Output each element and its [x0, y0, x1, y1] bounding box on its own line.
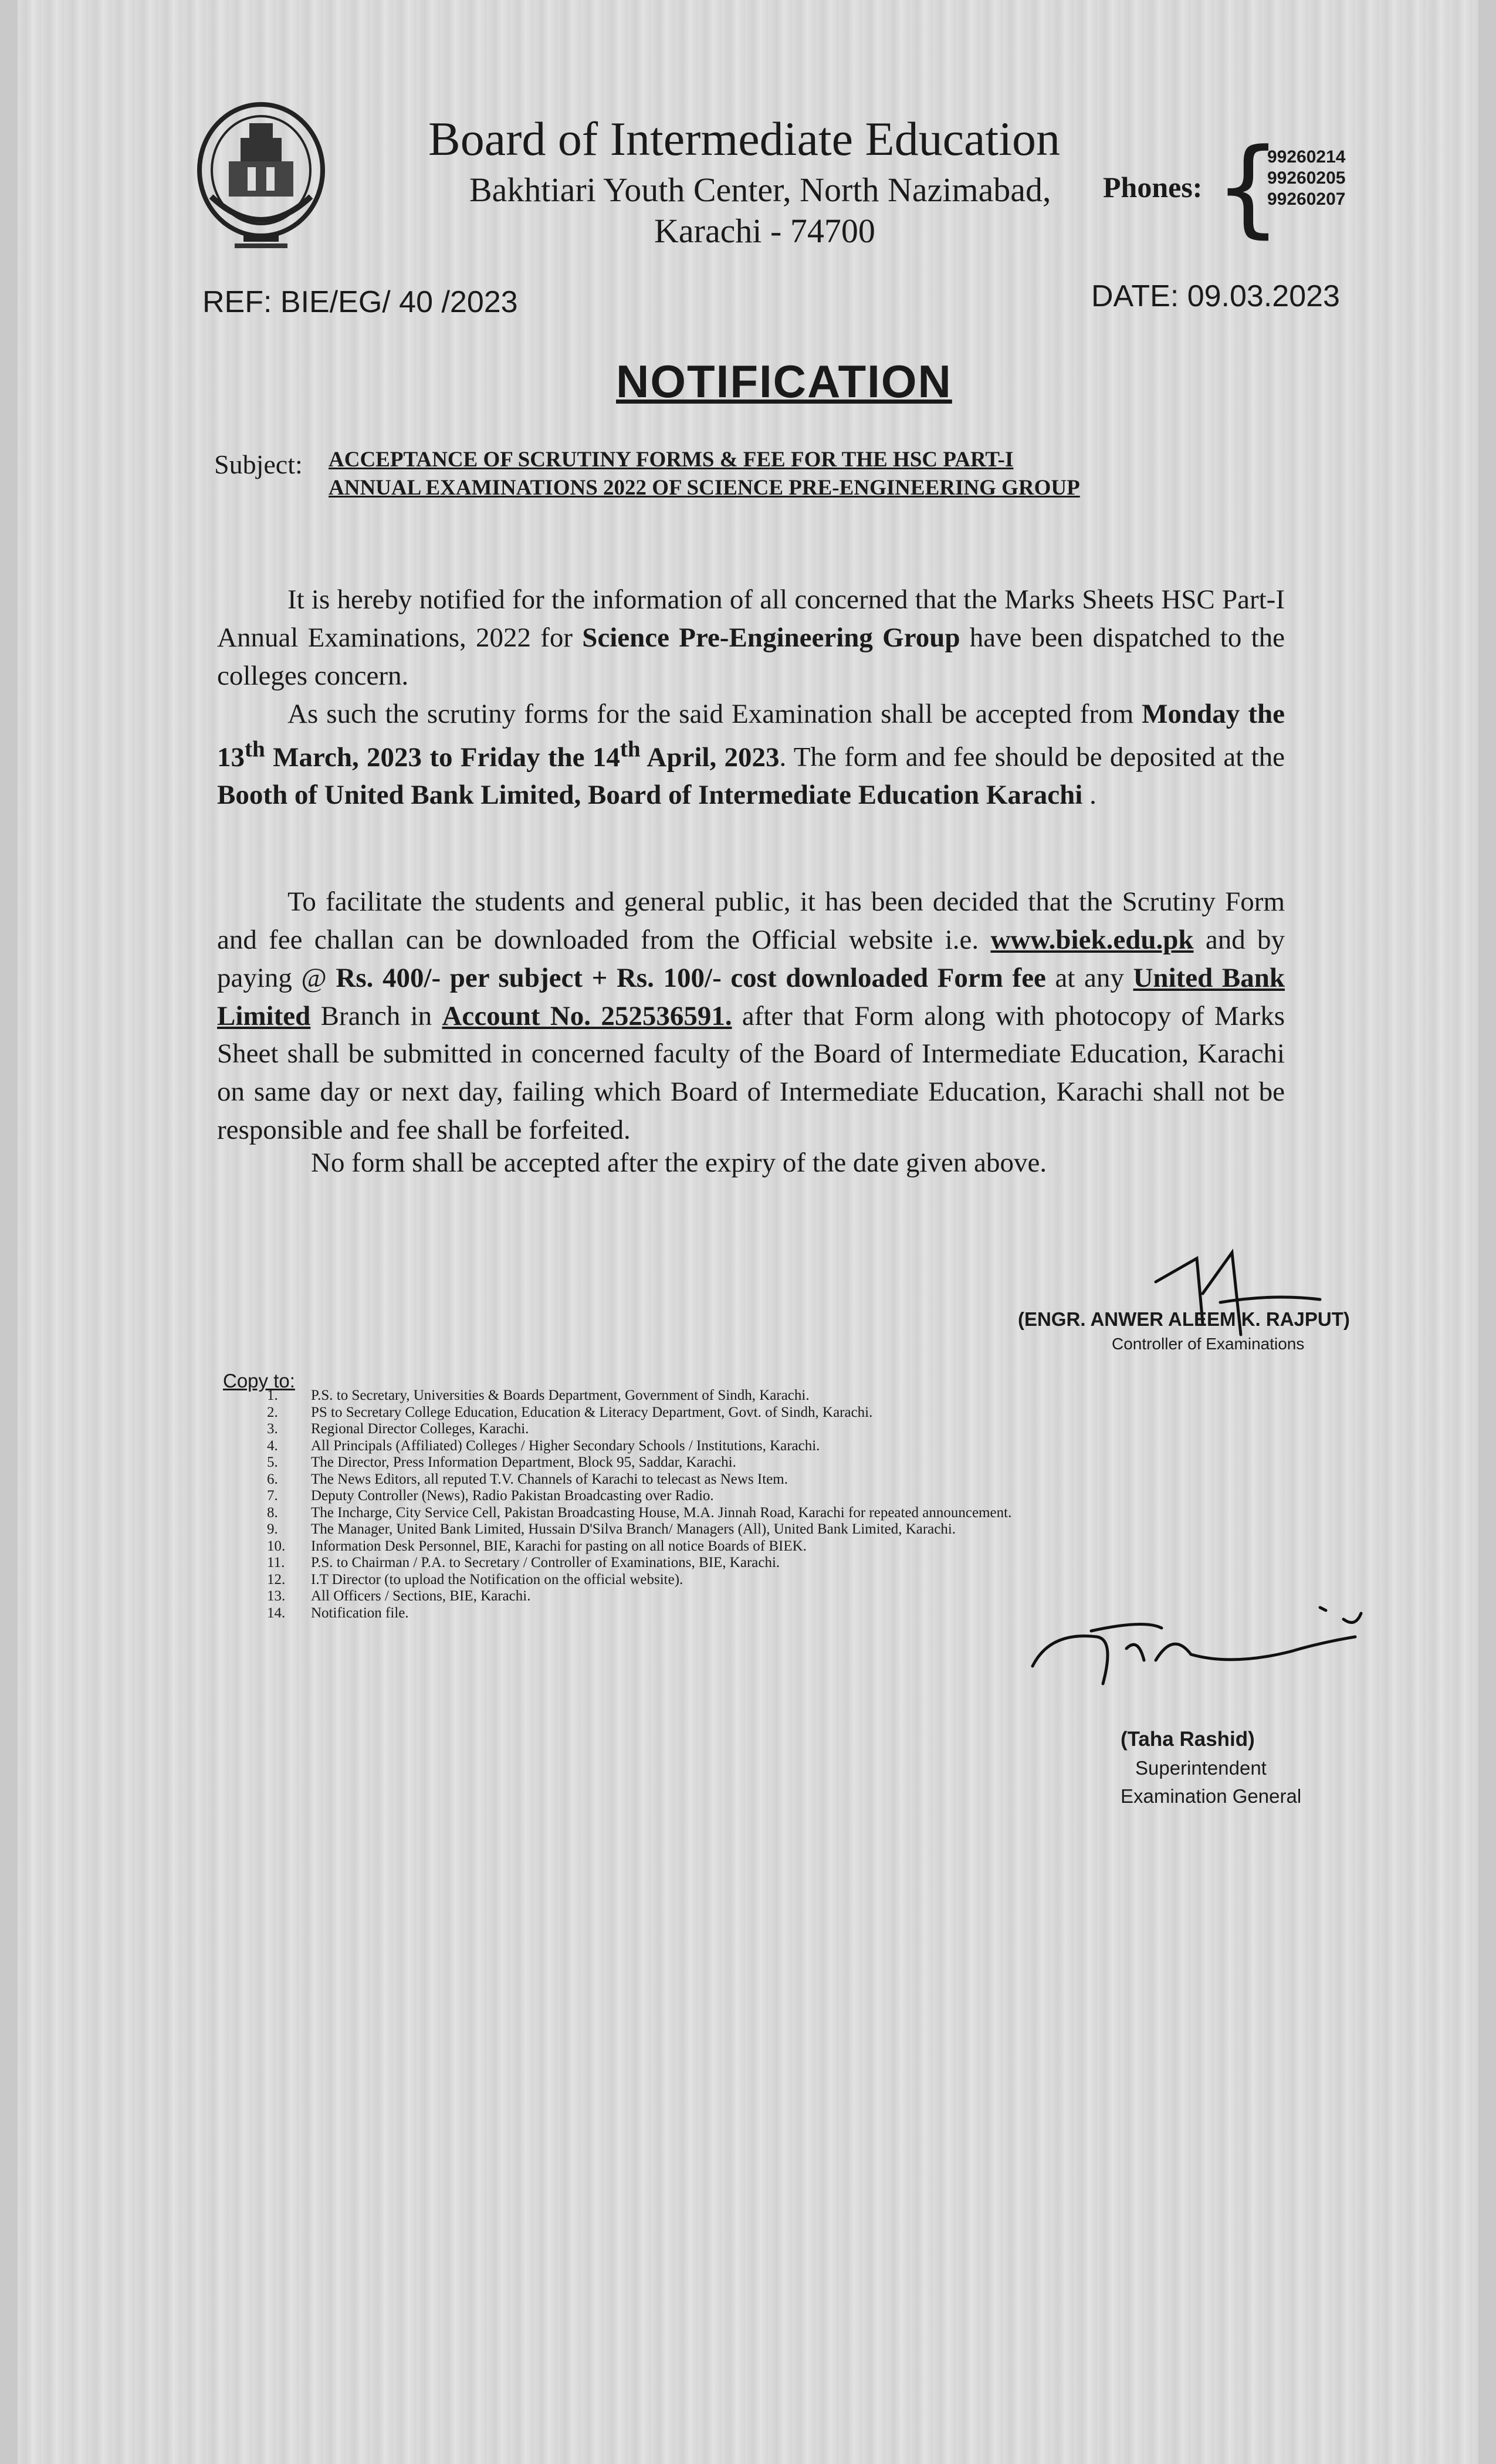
- list-item: 6. The News Editors, all reputed T.V. Channels of Karachi to telecast as News Item.: [267, 1471, 788, 1487]
- account-number: Account No. 252536591.: [442, 1000, 732, 1031]
- end-date: March, 2023 to Friday the 14th April, 2023: [265, 736, 780, 773]
- list-item: 10. Information Desk Personnel, BIE, Karachi for pasting on all notice Boards of BIEK.: [267, 1538, 807, 1554]
- group-name: Science Pre-Engineering Group: [582, 622, 960, 653]
- list-item: 4. All Principals (Affiliated) Colleges / Higher Secondary Schools / Institutions, Karachi.: [267, 1437, 820, 1454]
- board-emblem-icon: [194, 97, 329, 255]
- paragraph-3: To facilitate the students and general public, it has been decided that the Scrutiny Form and fee challan can be downloaded from the Official website i.e. www.biek.edu.pk and by paying @ Rs. 400/- per subject + Rs. 100/- cost downloaded Form fee at any United Bank Limited Branch in Account No. 252536591. after that Form along with photocopy of Marks Sheet shall be submitted in concerned faculty of the Board of Intermediate Education, Karachi on same day or next day, failing which Board of Intermediate Education, Karachi shall not be responsible and fee shall be forfeited.: [217, 886, 1285, 1146]
- phone-number: 99260205: [1267, 168, 1346, 188]
- subject-label: Subject:: [214, 449, 303, 479]
- list-item: 5. The Director, Press Information Department, Block 95, Saddar, Karachi.: [267, 1454, 736, 1470]
- paragraph-2: As such the scrutiny forms for the said Examination shall be accepted from Monday the 13th March, 2023 to Friday the 14th April, 2023. The form and fee should be deposited at the Booth of United Bank Limited, Board of Intermediate Education Karachi .: [217, 699, 1285, 811]
- controller-title: Controller of Examinations: [1112, 1335, 1305, 1353]
- controller-name: (ENGR. ANWER ALEEM K. RAJPUT): [1018, 1308, 1350, 1330]
- list-item: 7. Deputy Controller (News), Radio Pakistan Broadcasting over Radio.: [267, 1488, 714, 1504]
- website-link[interactable]: www.biek.edu.pk: [990, 924, 1194, 955]
- address-line-2: Karachi - 74700: [654, 212, 875, 250]
- list-item: 2. PS to Secretary College Education, Education & Literacy Department, Govt. of Sindh, Karachi.: [267, 1404, 873, 1420]
- superintendent-signature-icon: [1027, 1596, 1379, 1695]
- list-item: 8. The Incharge, City Service Cell, Pakistan Broadcasting House, M.A. Jinnah Road, Karachi for repeated announcement.: [267, 1504, 1012, 1521]
- notification-page: [18, 0, 1478, 2464]
- list-item: 9. The Manager, United Bank Limited, Hussain D'Silva Branch/ Managers (All), United Bank Limited, Karachi.: [267, 1521, 956, 1537]
- board-title: Board of Intermediate Education: [428, 112, 1060, 165]
- list-item: 12. I.T Director (to upload the Notification on the official website).: [267, 1571, 683, 1588]
- list-item: 14. Notification file.: [267, 1605, 409, 1621]
- notification-date: DATE: 09.03.2023: [1091, 279, 1340, 313]
- subject-line-2: ANNUAL EXAMINATIONS 2022 OF SCIENCE PRE-ENGINEERING GROUP: [329, 476, 1080, 500]
- superintendent-department: Examination General: [1121, 1785, 1302, 1807]
- subject-text: [329, 446, 1244, 502]
- brace-icon: {: [1214, 126, 1282, 249]
- copy-to-list: [267, 1387, 1206, 1622]
- phone-number: 99260207: [1267, 189, 1346, 209]
- phones-label: Phones:: [1103, 171, 1203, 204]
- reference-number: REF: BIE/EG/ 40 /2023: [202, 285, 518, 319]
- fee-amount: Rs. 400/- per subject + Rs. 100/- cost downloaded Form fee: [336, 962, 1046, 993]
- phone-numbers: [1267, 147, 1345, 210]
- list-item: 3. Regional Director Colleges, Karachi.: [267, 1421, 529, 1437]
- superintendent-name: (Taha Rashid): [1121, 1728, 1255, 1751]
- booth-location: Booth of United Bank Limited, Board of Intermediate Education Karachi: [217, 780, 1083, 811]
- address-line-1: Bakhtiari Youth Center, North Nazimabad,: [469, 171, 1051, 209]
- list-item: 11. P.S. to Chairman / P.A. to Secretary / Controller of Examinations, BIE, Karachi.: [267, 1555, 780, 1571]
- phone-number: 99260214: [1267, 147, 1346, 167]
- list-item: 13. All Officers / Sections, BIE, Karachi.: [267, 1588, 531, 1604]
- copy-to-heading: Copy to:: [223, 1370, 295, 1392]
- paragraph-4: No form shall be accepted after the expiry of the date given above.: [311, 1148, 1047, 1178]
- paragraph-1: It is hereby notified for the information of all concerned that the Marks Sheets HSC Part-I Annual Examinations, 2022 for Science Pre-Engineering Group have been dispatched to the colleges concern.: [217, 584, 1285, 691]
- list-item: 1. P.S. to Secretary, Universities & Boards Department, Government of Sindh, Karachi.: [267, 1387, 810, 1403]
- superintendent-title: Superintendent: [1135, 1757, 1267, 1779]
- start-date: Monday the 13th: [217, 699, 1285, 773]
- notification-heading: NOTIFICATION: [616, 356, 952, 407]
- bank-name: United Bank Limited: [217, 962, 1285, 1031]
- subject-line-1: ACCEPTANCE OF SCRUTINY FORMS & FEE FOR THE HSC PART-I: [329, 448, 1014, 472]
